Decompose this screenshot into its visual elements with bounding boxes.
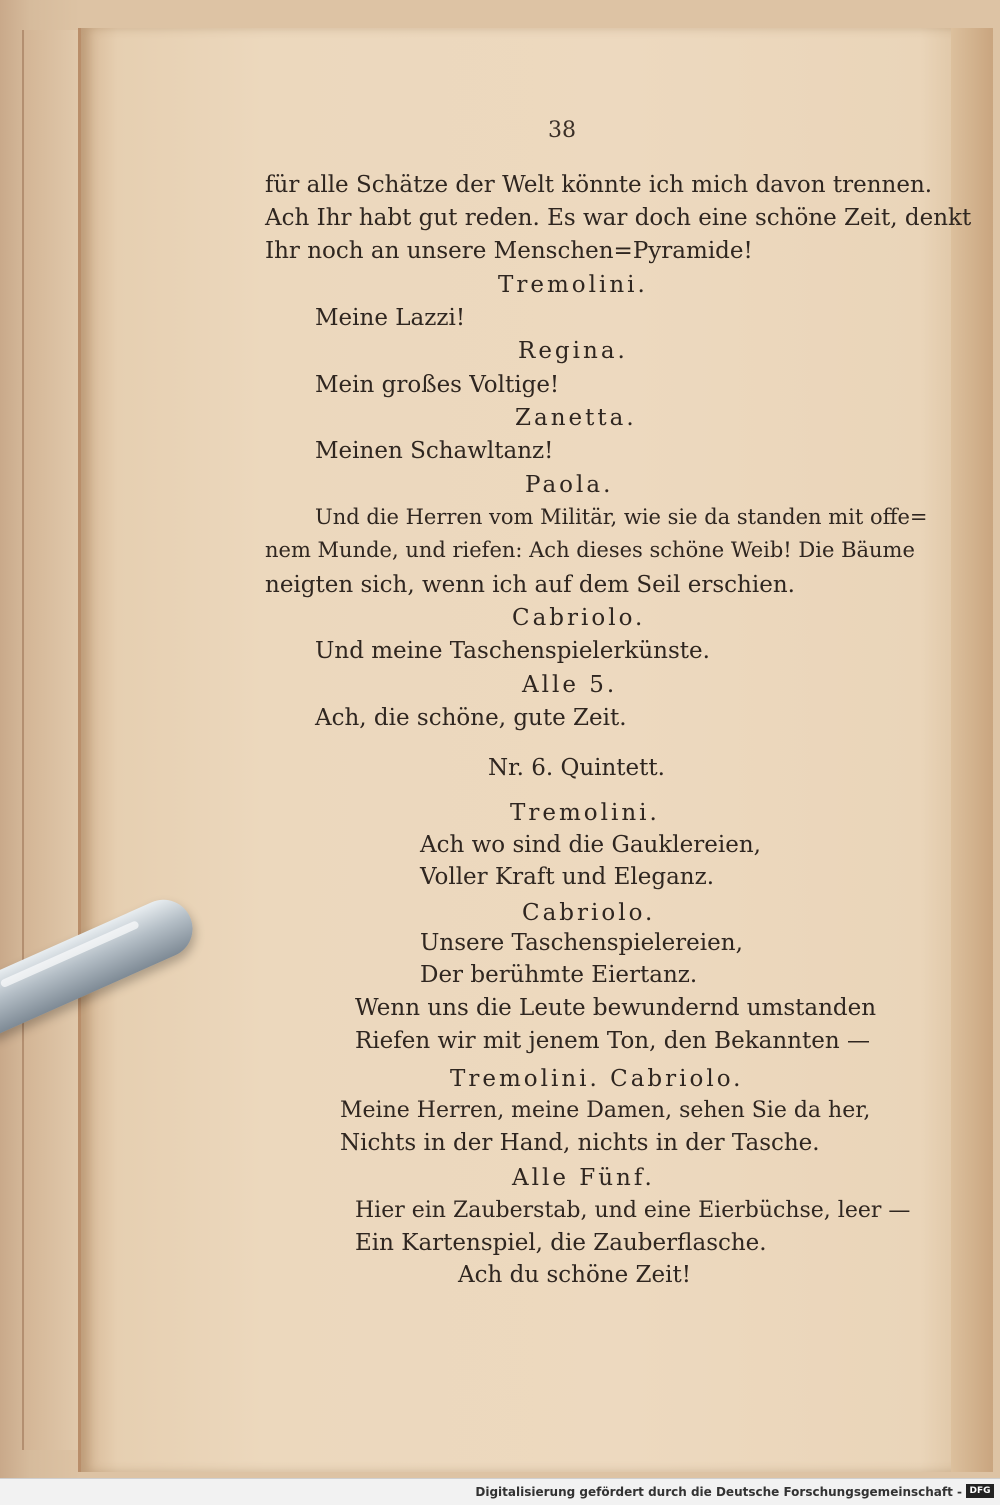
dialogue-line: Meinen Schawltanz!	[315, 438, 554, 464]
page-right-edge	[951, 28, 993, 1472]
verse-line: Der berühmte Eiertanz.	[420, 962, 698, 988]
dialogue-line: Und die Herren vom Militär, wie sie da standen mit offe=	[315, 505, 928, 529]
speaker-name: Tremolini. Cabriolo.	[450, 1066, 744, 1092]
speaker-name: Alle Fünf.	[512, 1165, 655, 1191]
footer-credit: Digitalisierung gefördert durch die Deutsche Forschungsgemeinschaft -	[475, 1485, 962, 1499]
page-number: 38	[548, 118, 576, 143]
speaker-name: Cabriolo.	[522, 900, 656, 926]
body-line: für alle Schätze der Welt könnte ich mich davon trennen.	[265, 172, 933, 198]
verse-line: Hier ein Zauberstab, und eine Eierbüchse, leer —	[355, 1198, 911, 1223]
dialogue-line: nem Munde, und riefen: Ach dieses schöne Weib! Die Bäume	[265, 538, 915, 562]
verse-line: Wenn uns die Leute bewundernd umstanden	[355, 995, 877, 1021]
verse-line: Unsere Taschenspielereien,	[420, 930, 743, 956]
speaker-name: Cabriolo.	[512, 605, 646, 631]
verse-line: Meine Herren, meine Damen, sehen Sie da her,	[340, 1098, 871, 1123]
speaker-name: Regina.	[518, 338, 628, 364]
dialogue-line: Mein großes Voltige!	[315, 372, 560, 398]
verse-line: Riefen wir mit jenem Ton, den Bekannten —	[355, 1028, 870, 1054]
speaker-name: Zanetta.	[515, 405, 637, 431]
verse-line: Ach du schöne Zeit!	[458, 1262, 691, 1288]
dialogue-line: neigten sich, wenn ich auf dem Seil erschien.	[265, 572, 795, 598]
footer-bar	[0, 1478, 1000, 1505]
speaker-name: Paola.	[525, 472, 614, 498]
dialogue-line: Und meine Taschenspielerkünste.	[315, 638, 710, 664]
speaker-name: Tremolini.	[510, 800, 660, 826]
dialogue-line: Ach, die schöne, gute Zeit.	[315, 705, 627, 731]
verse-line: Ach wo sind die Gauklereien,	[420, 832, 761, 858]
verse-line: Voller Kraft und Eleganz.	[420, 864, 715, 890]
body-line: Ihr noch an unsere Menschen=Pyramide!	[265, 238, 753, 264]
verse-line: Nichts in der Hand, nichts in der Tasche.	[340, 1130, 820, 1156]
speaker-name: Tremolini.	[498, 272, 648, 298]
dialogue-line: Meine Lazzi!	[315, 305, 466, 331]
section-heading: Nr. 6. Quintett.	[488, 755, 665, 781]
body-line: Ach Ihr habt gut reden. Es war doch eine schöne Zeit, denkt	[265, 205, 972, 231]
verse-line: Ein Kartenspiel, die Zauberflasche.	[355, 1230, 767, 1256]
dfg-logo: DFG	[966, 1484, 994, 1498]
book-edge	[22, 30, 84, 1450]
speaker-name: Alle 5.	[522, 672, 618, 698]
